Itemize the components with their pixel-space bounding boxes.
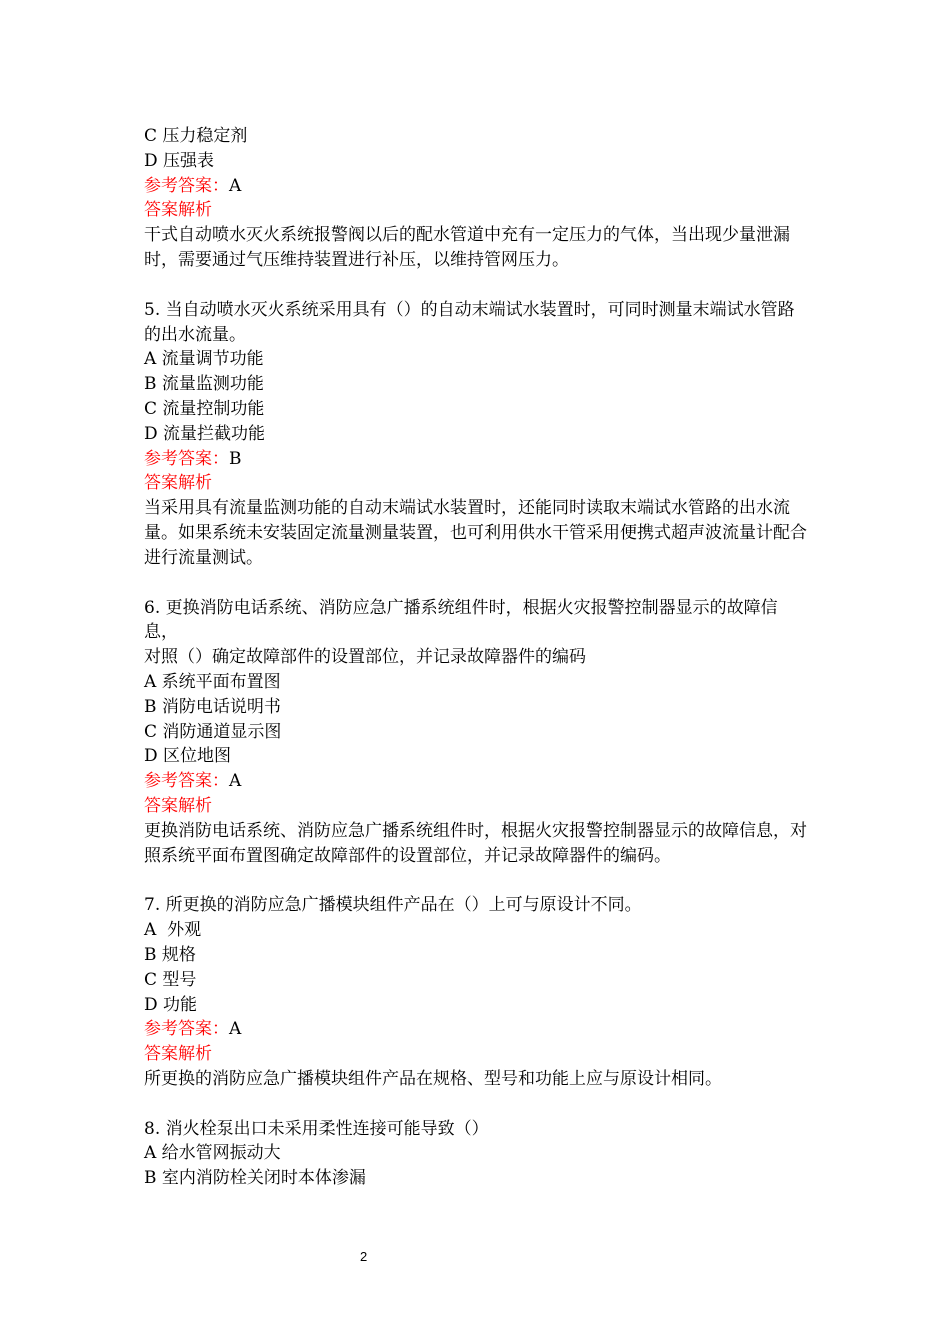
- option-a: A 外观: [144, 920, 202, 941]
- answer-label: 参考答案：: [144, 175, 229, 196]
- answer-line: [144, 1017, 808, 1042]
- option-d: D 压强表: [144, 150, 215, 171]
- option-c: C 消防通道显示图: [144, 721, 282, 742]
- explanation-text: 更换消防电话系统、消防应急广播系统组件时，根据火灾报警控制器显示的故障信息，对照系统平面布置图确定故障部件的设置部位，并记录故障器件的编码。: [144, 820, 807, 866]
- question-5: 5. 当自动喷水灭火系统采用具有（）的自动末端试水装置时，可同时测量末端试水管路的出水流量。: [144, 299, 795, 345]
- page-number: 2: [360, 1249, 368, 1264]
- option-b: B 室内消防栓关闭时本体渗漏: [144, 1168, 366, 1189]
- explanation-heading: 答案解析: [144, 1044, 212, 1065]
- answer-label: 参考答案：: [144, 448, 229, 469]
- document-page: [144, 124, 808, 1191]
- option-d: D 功能: [144, 994, 198, 1015]
- answer-line: [144, 447, 808, 472]
- option-d: D 流量拦截功能: [144, 423, 266, 444]
- explanation-heading: 答案解析: [144, 473, 212, 494]
- answer-value: A: [229, 771, 242, 792]
- option-a: A 系统平面布置图: [144, 671, 281, 692]
- option-b: B 消防电话说明书: [144, 696, 281, 717]
- option-a: A 给水管网振动大: [144, 1143, 281, 1164]
- explanation-heading: 答案解析: [144, 200, 212, 221]
- explanation-text: 当采用具有流量监测功能的自动末端试水装置时，还能同时读取末端试水管路的出水流量。如果系统未安装固定流量测量装置，也可利用供水干管采用便携式超声波流量计配合进行流量测试。: [144, 498, 807, 568]
- answer-line: [144, 174, 808, 199]
- option-d: D 区位地图: [144, 746, 232, 767]
- question-8: 8. 消火栓泵出口未采用柔性连接可能导致（）: [144, 1118, 489, 1139]
- explanation-text: 所更换的消防应急广播模块组件产品在规格、型号和功能上应与原设计相同。: [144, 1068, 722, 1089]
- answer-label: 参考答案：: [144, 771, 229, 792]
- option-c: C 流量控制功能: [144, 398, 265, 419]
- answer-value: A: [229, 175, 242, 196]
- option-a: A 流量调节功能: [144, 349, 264, 370]
- question-6: 6. 更换消防电话系统、消防应急广播系统组件时，根据火灾报警控制器显示的故障信息，: [144, 597, 778, 643]
- answer-value: A: [229, 1019, 242, 1040]
- question-7: 7. 所更换的消防应急广播模块组件产品在（）上可与原设计不同。: [144, 895, 642, 916]
- question-6-continued: 对照（）确定故障部件的设置部位，并记录故障器件的编码: [144, 647, 586, 668]
- option-b: B 流量监测功能: [144, 374, 264, 395]
- explanation-text: 干式自动喷水灭火系统报警阀以后的配水管道中充有一定压力的气体，当出现少量泄漏时，需要通过气压维持装置进行补压，以维持管网压力。: [144, 225, 790, 270]
- option-c: C 型号: [144, 969, 197, 990]
- option-c: C 压力稳定剂: [144, 126, 248, 146]
- option-b: B 规格: [144, 944, 196, 965]
- answer-value: B: [229, 448, 242, 469]
- explanation-heading: 答案解析: [144, 795, 212, 816]
- answer-line: [144, 769, 808, 794]
- answer-label: 参考答案：: [144, 1019, 229, 1040]
